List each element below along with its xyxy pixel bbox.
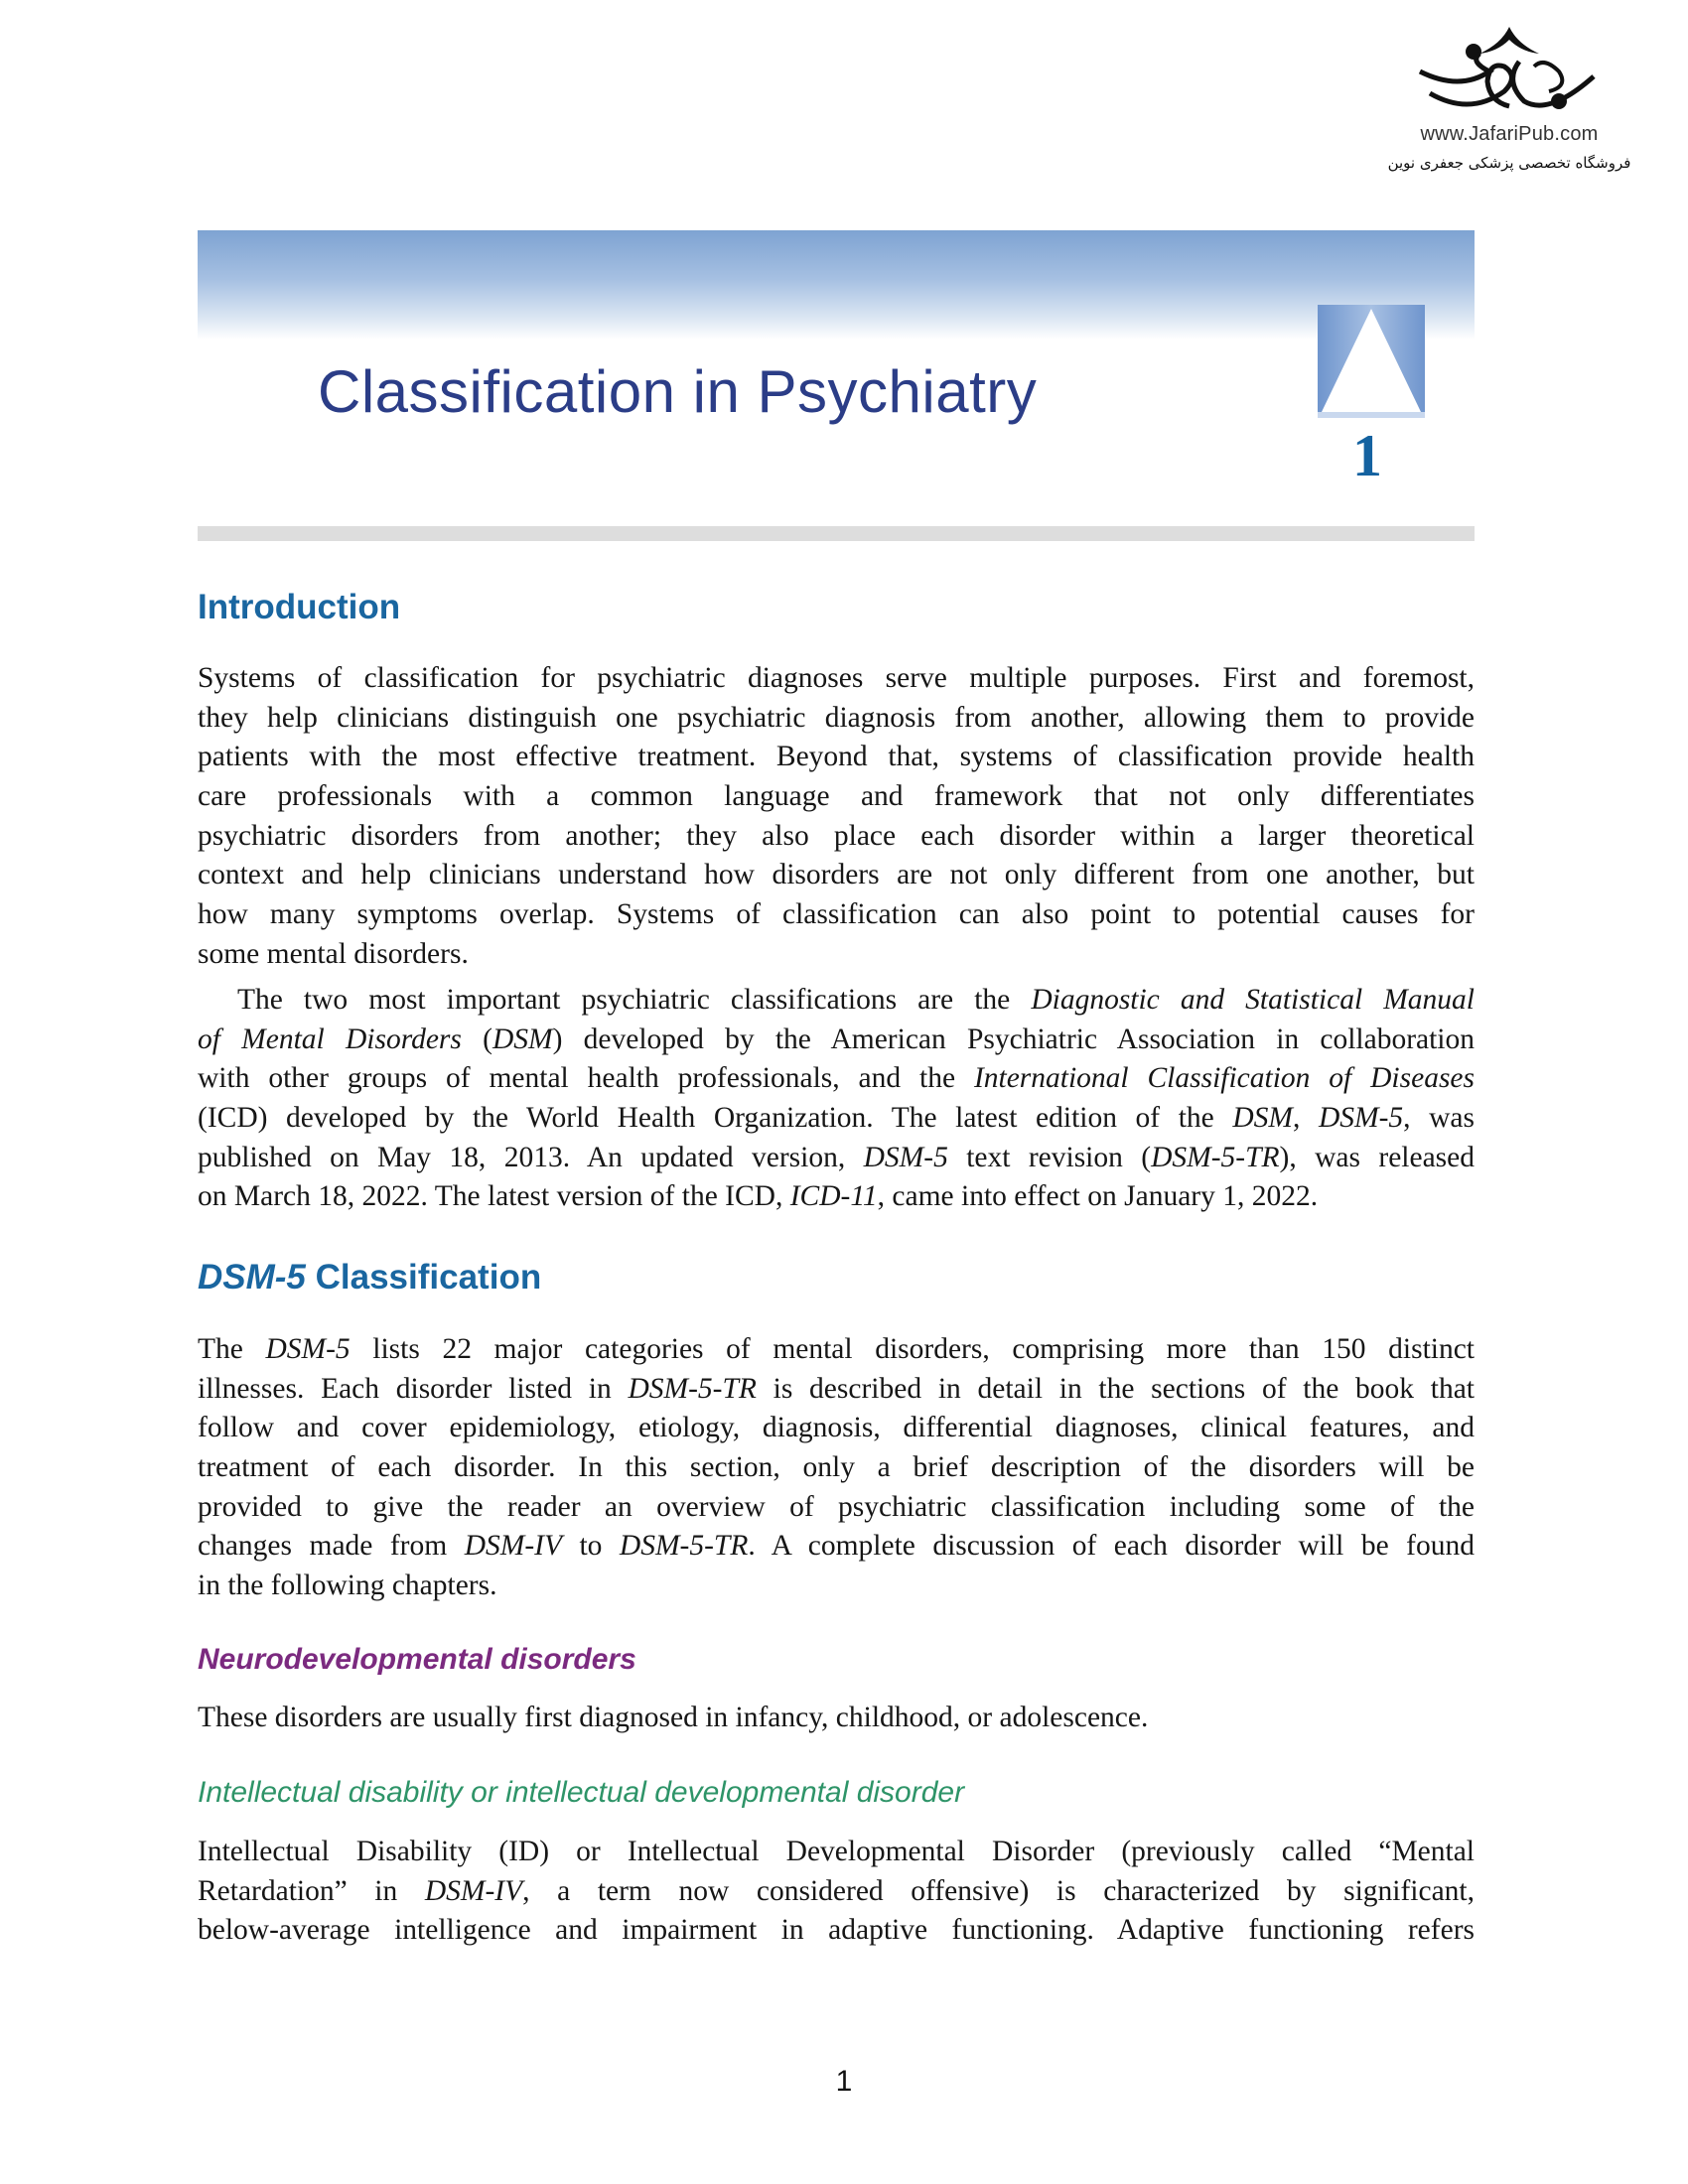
text-line xyxy=(198,1370,1475,1410)
text-run: ) developed by the American Psychiatric Association in collaboration xyxy=(552,1023,1475,1055)
dsm5-paragraph xyxy=(198,1330,1475,1606)
text-line: below-average intelligence and impairment in adaptive functioning. Adaptive functioning refers xyxy=(198,1914,1475,1947)
chapter-title: Classification in Psychiatry xyxy=(318,358,1038,425)
chapter-number: 1 xyxy=(1352,423,1382,488)
text-line xyxy=(198,1330,1475,1370)
text-run: text revision ( xyxy=(947,1141,1152,1173)
section-heading-dsm5-classification xyxy=(198,1258,541,1297)
text-line xyxy=(198,1872,1475,1912)
text-line: some mental disorders. xyxy=(198,937,469,970)
text-run: , was xyxy=(1403,1102,1475,1135)
text-run: on March 18, 2022. The latest version of the ICD, xyxy=(198,1180,790,1213)
text-run: to xyxy=(561,1530,620,1563)
text-run: (ICD) developed by the World Health Organization. The latest edition of the xyxy=(198,1102,1233,1135)
text-line xyxy=(198,1021,1475,1060)
subsection-heading-intellectual-disability: Intellectual disability or intellectual developmental disorder xyxy=(198,1776,965,1809)
text-run: changes made from xyxy=(198,1530,465,1563)
subsection-heading-neurodevelopmental: Neurodevelopmental disorders xyxy=(198,1643,636,1676)
chapter-header-band xyxy=(198,230,1475,340)
text-line: they help clinicians distinguish one psychiatric diagnosis from another, allowing them to provide xyxy=(198,701,1475,734)
text-line: how many symptoms overlap. Systems of classification can also point to potential causes for xyxy=(198,898,1475,931)
page-number: 1 xyxy=(835,2065,853,2098)
chapter-triangle-icon xyxy=(1318,305,1425,418)
intro-paragraph-1 xyxy=(198,659,1475,975)
jafaripub-calligraphy-logo-icon xyxy=(1410,22,1609,121)
text-run: ), was released xyxy=(1279,1141,1475,1173)
intro-paragraph-2 xyxy=(198,981,1475,1217)
text-italic: DSM-5-TR xyxy=(628,1372,757,1405)
text-line: context and help clinicians understand how disorders are not only different from one another, but xyxy=(198,859,1475,891)
text-line: follow and cover epidemiology, etiology, diagnosis, differential diagnoses, clinical features, and xyxy=(198,1412,1475,1444)
text-italic: of Mental Disorders xyxy=(198,1023,462,1055)
text-italic: DSM-5 xyxy=(863,1141,948,1173)
text-run: is described in detail in the sections of the book that xyxy=(756,1372,1475,1405)
text-italic: DSM-IV xyxy=(424,1874,523,1907)
text-run: with other groups of mental health professionals, and the xyxy=(198,1062,974,1095)
publisher-logo xyxy=(1370,22,1648,191)
text-run: . A complete discussion of each disorder will be found xyxy=(748,1530,1475,1563)
text-line: psychiatric disorders from another; they also place each disorder within a larger theoretical xyxy=(198,819,1475,852)
text-run: illnesses. Each disorder listed in xyxy=(198,1372,629,1405)
text-line xyxy=(198,1099,1475,1139)
publisher-tagline: فروشگاه تخصصی پزشکی جعفری نوین xyxy=(1387,154,1631,172)
section-heading-introduction: Introduction xyxy=(198,588,401,626)
text-line xyxy=(198,1177,1475,1217)
text-italic: ICD-11 xyxy=(789,1180,878,1213)
text-line xyxy=(198,1139,1475,1178)
text-italic: DSM xyxy=(492,1023,553,1055)
heading-text: Classification xyxy=(305,1258,542,1297)
text-run: , came into effect on January 1, 2022. xyxy=(877,1180,1319,1213)
text-italic: DSM-IV xyxy=(464,1530,562,1563)
text-line: in the following chapters. xyxy=(198,1570,497,1602)
text-line: provided to give the reader an overview of psychiatric classification including some of the xyxy=(198,1490,1475,1523)
text-line xyxy=(198,1059,1475,1099)
text-line xyxy=(198,1527,1475,1567)
text-line: Intellectual Disability (ID) or Intellectual Developmental Disorder (previously called “Mental xyxy=(198,1836,1475,1867)
neurodevelopmental-paragraph xyxy=(198,1699,1475,1738)
text-line xyxy=(198,981,1475,1021)
text-run: , xyxy=(1292,1102,1319,1135)
header-divider xyxy=(198,526,1475,541)
text-run: The xyxy=(198,1333,266,1365)
text-line: care professionals with a common language and framework that not only differentiates xyxy=(198,780,1475,813)
text-run: The two most important psychiatric classifications are the xyxy=(237,984,1032,1016)
icd-title-italic: International Classification of Diseases xyxy=(973,1062,1476,1095)
text-italic: DSM-5 xyxy=(1318,1102,1404,1135)
text-run: Retardation” in xyxy=(198,1874,425,1907)
text-run: published on May 18, 2013. An updated version, xyxy=(198,1141,864,1173)
text-line: patients with the most effective treatment. Beyond that, systems of classification provide health xyxy=(198,741,1475,773)
text-italic: DSM xyxy=(1232,1102,1293,1135)
text-run: lists 22 major categories of mental disorders, comprising more than 150 distinct xyxy=(350,1333,1476,1365)
intellectual-paragraph xyxy=(198,1833,1475,1951)
text-line: treatment of each disorder. In this section, only a brief description of the disorders will be xyxy=(198,1451,1475,1484)
text-italic: DSM-5-TR xyxy=(619,1530,749,1563)
heading-italic: DSM-5 xyxy=(198,1258,306,1297)
text-run: ( xyxy=(461,1023,492,1055)
text-italic: DSM-5 xyxy=(265,1333,351,1365)
dsm-title-italic: Diagnostic and Statistical Manual xyxy=(1031,984,1475,1016)
text-line: These disorders are usually first diagnosed in infancy, childhood, or adolescence. xyxy=(198,1702,1149,1733)
text-italic: DSM-5-TR xyxy=(1151,1141,1280,1173)
text-line: Systems of classification for psychiatric diagnoses serve multiple purposes. First and foremost, xyxy=(198,662,1475,694)
text-run: , a term now considered offensive) is characterized by significant, xyxy=(522,1874,1475,1907)
publisher-url: www.JafariPub.com xyxy=(1420,123,1599,145)
